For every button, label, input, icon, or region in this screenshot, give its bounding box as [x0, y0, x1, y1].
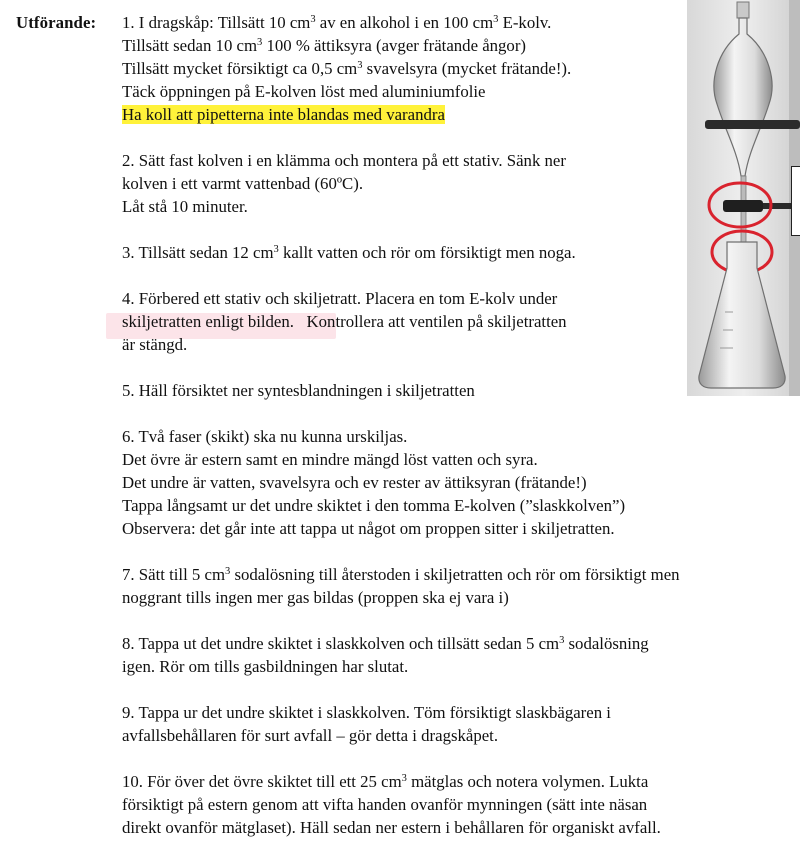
step-1-line-1: 1. I dragskåp: Tillsätt 10 $cm^3$ av en alkohol i en 100 $cm^3$ E-kolv. [122, 13, 552, 32]
stopcock [723, 200, 763, 212]
step-7: 7. Sätt till 5 $cm^3$ sodalösning till återstoden i skiljetratten och rör om försiktigt men noggrant tills ingen mer gas bildas (proppen ska ej vara i) [122, 565, 680, 607]
section-heading: Utförande: [16, 13, 97, 32]
stopper [737, 2, 749, 18]
step-8: 8. Tappa ut det undre skiktet i slaskkolven och tillsätt sedan 5 $cm^3$ sodalösning igen. Rör om tills gasbildningen har slutat. [122, 634, 649, 676]
step-10: 10. För över det övre skiktet till ett 25 $cm^3$ mätglas och notera volymen. Lukta försiktigt på estern genom att vifta handen ovanför mynningen (sätt inte näsan direkt ovanför mätglaset). Häll sedan ner estern i behållaren för organiskt avfall. [122, 772, 661, 837]
highlighted-note: Ha koll att pipetterna inte blandas med varandra [122, 105, 445, 124]
step-1-line-4: Täck öppningen på E-kolven löst med aluminiumfolie [122, 82, 486, 101]
step-9: 9. Tappa ur det undre skiktet i slaskkolven. Töm försiktigt slaskbägaren i avfallsbehållaren för surt avfall – gör detta i dragskåpet. [122, 703, 611, 745]
step-3: 3. Tillsätt sedan 12 $cm^3$ kallt vatten och rör om försiktigt men noga. [122, 243, 576, 262]
step-1-line-2: Tillsätt sedan 10 $cm^3$ 100 % ättiksyra (avger frätande ångor) [122, 36, 527, 55]
step-2: 2. Sätt fast kolven i en klämma och montera på ett stativ. Sänk ner kolven i ett varmt vattenbad (60ºC). Låt stå 10 minuter. [122, 151, 566, 216]
ring-clamp [705, 120, 800, 129]
edge-bracket [791, 166, 800, 236]
step-6: 6. Två faser (skikt) ska nu kunna urskiljas. Det övre är estern samt en mindre mängd löst vatten och syra. Det undre är vatten, svavelsyra och ev rester av ättiksyran (frätande!) Tappa långsamt ur det undre skiktet i den tomma E-kolven (”slaskkolven”) Observera: det går inte att tappa ut något om proppen sitter i skiljetratten. [122, 427, 626, 538]
step-1-line-3: Tillsätt mycket försiktigt ca 0,5 $cm^3$ svavelsyra (mycket frätande!). [122, 59, 572, 78]
step-4: 4. Förbered ett stativ och skiljetratt. Placera en tom E-kolv under skiljetratten enligt bilden. Kontrollera att ventilen på skiljetratten är stängd. [122, 289, 567, 354]
separatory-funnel-photo [687, 0, 800, 396]
funnel-illustration [687, 0, 800, 396]
step-5: 5. Häll försiktet ner syntesblandningen i skiljetratten [122, 381, 475, 400]
